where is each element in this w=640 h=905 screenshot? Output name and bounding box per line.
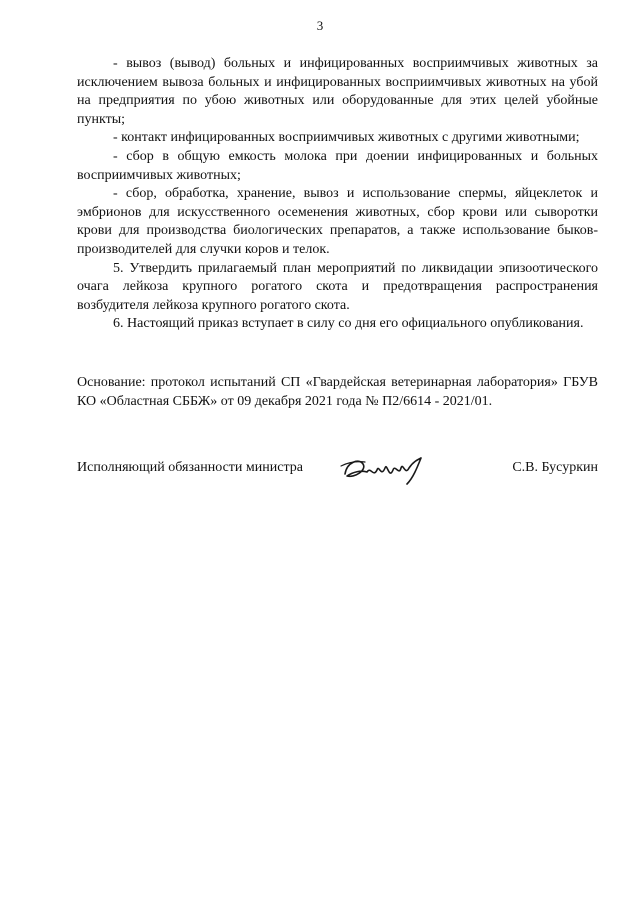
paragraph-item-6: 6. Настоящий приказ вступает в силу со дня его официального опубликования. — [113, 316, 584, 332]
paragraph-export-restriction: - вывоз (вывод) больных и инфицированных восприимчивых животных за исключением вывоза больных и инфицированных восприимчивых животных на убой на предприятия по убою животных или оборудованные для этих целей убойные пункты; — [77, 56, 598, 127]
order-body — [77, 55, 598, 334]
page-number: 3 — [316, 18, 324, 33]
paragraph-contact-restriction: - контакт инфицированных восприимчивых животных с другими животными; — [113, 130, 580, 146]
paragraph-item-5: 5. Утвердить прилагаемый план мероприятий по ликвидации эпизоотического очага лейкоза крупного рогатого скота и предотвращения распространения возбудителя лейкоза крупного рогатого скота. — [77, 260, 598, 313]
signatory-title: Исполняющий обязанности министра — [77, 460, 303, 475]
paragraph-milk-restriction: - сбор в общую емкость молока при доении инфицированных и больных восприимчивых животных; — [77, 148, 598, 183]
signatory-name: С.В. Бусуркин — [512, 460, 598, 475]
signature-block — [77, 452, 598, 492]
handwritten-signature-icon — [337, 452, 447, 488]
paragraph-semen-restriction: - сбор, обработка, хранение, вывоз и использование спермы, яйцеклеток и эмбрионов для искусственного осеменения животных, сбор крови или сыворотки крови для производства биологических препаратов, а также использование быков-производителей для случки коров и телок. — [77, 186, 598, 257]
basis-paragraph: Основание: протокол испытаний СП «Гвардейская ветеринарная лаборатория» ГБУВ КО «Областная СББЖ» от 09 декабря 2021 года № П2/6614 - 2021/01. — [77, 375, 598, 409]
